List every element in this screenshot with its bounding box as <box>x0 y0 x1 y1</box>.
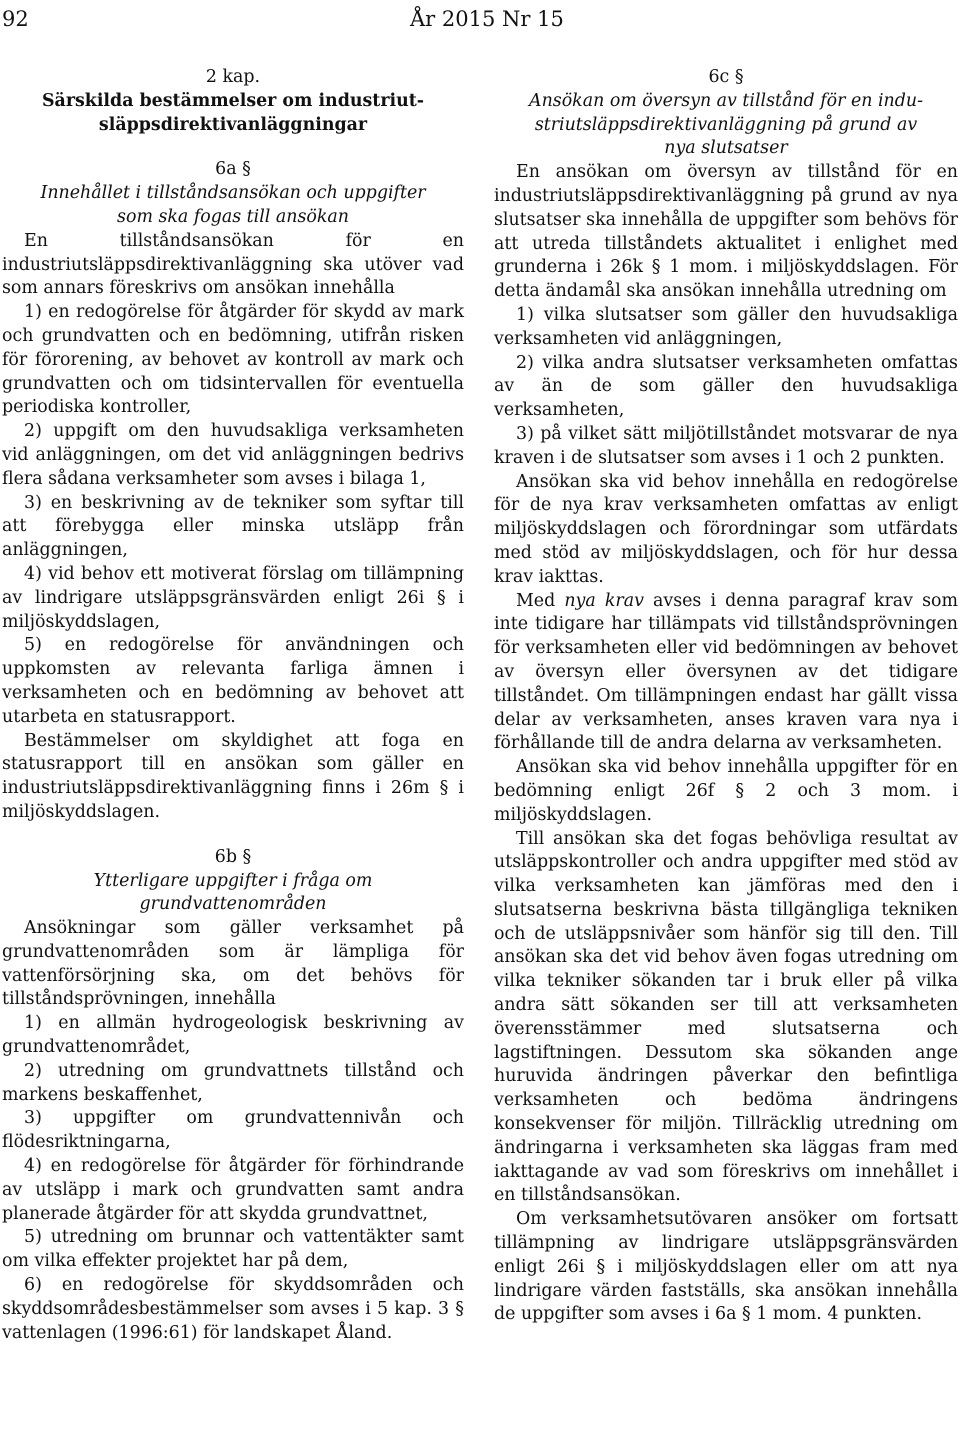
issue-label: År 2015 Nr 15 <box>410 7 564 31</box>
section-6b-title-line-1: Ytterligare uppgifter i fråga om <box>93 870 373 891</box>
section-6a-item-2: 2) uppgift om den huvudsakliga verksamheten vid anläggningen, om det vid anläggningen bedrivs flera sådana verksamheter som avses i bilaga 1, <box>2 421 464 489</box>
section-6a-title-line-1: Innehållet i tillståndsansökan och uppgifter <box>40 183 426 204</box>
section-6a-item-5: 5) en redogörelse för användningen och uppkomsten av relevanta farliga ämnen i verksamheten och en bedömning av behovet att utarbeta en statusrapport. <box>2 635 464 727</box>
right-column <box>494 66 958 1327</box>
chapter-title-line-2: släppsdirektivanläggningar <box>98 114 368 135</box>
section-6b-intro: Ansökningar som gäller verksamhet på grundvattenområden som är lämpliga för vattenförsörjning ska, om det behövs för tillståndsprövningen, innehålla <box>2 918 464 1010</box>
section-6c-item-3: 3) på vilket sätt miljötillståndet motsvarar de nya kraven i de slutsatser som avses i 1 och 2 punkten. <box>494 423 958 468</box>
chapter-label: 2 kap. <box>205 67 261 87</box>
section-6b-item-4: 4) en redogörelse för åtgärder för förhindrande av utsläpp i mark och grundvatten samt andra planerade åtgärder för att skydda grundvattnet, <box>2 1156 464 1224</box>
section-6b-item-6: 6) en redogörelse för skyddsområden och skyddsområdesbestämmelser som avses i 5 kap. 3 § vattenlagen (1996:61) för landskapet Åland. <box>2 1275 464 1343</box>
page-number: 92 <box>2 7 29 31</box>
section-6a-final-paragraph: Bestämmelser om skyldighet att foga en statusrapport till en ansökan som gäller en industriutsläppsdirektivanläggning finns i 26m § i miljöskyddslagen. <box>2 730 464 822</box>
section-6c-intro: En ansökan om översyn av tillstånd för en industriutsläppsdirektivanläggning på grund av nya slutsatser ska innehålla de uppgifter som behövs för att utreda tillståndets aktualitet i enlighet med grunderna i 26k § 1 mom. i miljöskyddslagen. För detta ändamål ska ansökan innehålla utredning om <box>494 162 958 302</box>
section-6c-item-2: 2) vilka andra slutsatser verksamheten omfattas av än de som gäller den huvudsakliga verksamheten, <box>494 352 958 421</box>
section-6b-item-5: 5) utredning om brunnar och vattentäkter samt om vilka effekter projektet har på dem, <box>2 1227 464 1272</box>
section-6a-intro: En tillståndsansökan för en industriutsläppsdirektivanläggning ska utöver vad som annars föreskrivs om ansökan innehålla <box>2 230 464 299</box>
section-6c-paragraph-2: Ansökan ska vid behov innehålla en redogörelse för de nya krav verksamheten omfattas av enligt miljöskyddslagen och förordningar som utfärdats med stöd av miljöskyddslagen, och för hur dessa krav iakttas. <box>494 471 958 587</box>
page-header <box>0 2 960 36</box>
section-6b-item-3: 3) uppgifter om grundvattennivån och flödesriktningarna, <box>2 1108 464 1153</box>
section-6b-item-1: 1) en allmän hydrogeologisk beskrivning av grundvattenområdet, <box>2 1013 464 1058</box>
section-6c-item-1: 1) vilka slutsatser som gäller den huvudsakliga verksamheten vid anläggningen, <box>494 304 958 349</box>
section-6c-paragraph-3 <box>494 590 958 757</box>
chapter-title-line-1: Särskilda bestämmelser om industriut- <box>42 90 424 111</box>
section-6b-label: 6b § <box>214 846 252 867</box>
section-6c-title-line-1: Ansökan om översyn av tillstånd för en indu- <box>529 90 923 111</box>
section-6c-title-line-3: nya slutsatser <box>664 138 788 159</box>
section-6a-label: 6a § <box>215 159 251 180</box>
section-6a-item-3: 3) en beskrivning av de tekniker som syftar till att förebygga eller minska utsläpp från anläggningen, <box>2 492 464 561</box>
section-6a-item-4: 4) vid behov ett motiverat förslag om tillämpning av lindrigare utsläppsgränsvärden enligt 26i § i miljöskyddslagen, <box>2 563 464 632</box>
section-6c-paragraph-5: Till ansökan ska det fogas behövliga resultat av utsläppskontroller och andra uppgifter med stöd av vilka verksamheten kan jämföras med den i slutsatserna beskrivna bästa tillgängliga tekniken och de utsläppsnivåer som hänför sig till den. Till ansökan ska det vid behov även fogas utredning om vilka tekniker sökanden tar i bruk eller på vilka andra sätt sökanden ser till att verksamheten överensstämmer med slutsatserna och lagstiftningen. Dessutom ska sökanden ange huruvida ändringen påverkar den befintliga verksamheten och bedöma ändringens konsekvenser för miljön. Tillräcklig utredning om ändringarna i verksamheten ska läggas fram med iakttagande av vad som föreskrivs om innehållet i en tillståndsansökan. <box>494 828 958 1206</box>
section-6b-item-2: 2) utredning om grundvattnets tillstånd och markens beskaffenhet, <box>2 1060 464 1105</box>
defined-term-nya-krav: nya krav <box>564 590 644 611</box>
left-column <box>2 66 464 1345</box>
section-6c-title-line-2: striutsläppsdirektivanläggning på grund av <box>534 114 918 135</box>
paragraph-3-body: avses i denna paragraf krav som inte tidigare har tillämpats vid tillståndsprövningen för verksamheten eller vid bedömningen av behovet av översyn eller översynen av det tidigare tillståndet. Om tillämpningen endast har gällt vissa delar av verksamheten, anses kraven vara nya i förhållande till de andra delarna av verksamheten. <box>494 590 958 754</box>
section-6c-paragraph-4: Ansökan ska vid behov innehålla uppgifter för en bedömning enligt 26f § 2 och 3 mom. i miljöskyddslagen. <box>494 757 958 825</box>
section-6a-item-1: 1) en redogörelse för åtgärder för skydd av mark och grundvatten och en bedömning, utifrån risken för förorening, av behovet av kontroll av mark och grundvatten och om tidsintervallen för eventuella periodiska kontroller, <box>2 302 464 418</box>
section-6a-title-line-2: som ska fogas till ansökan <box>117 206 349 227</box>
paragraph-3-lead: Med <box>516 590 565 611</box>
section-6b-title-line-2: grundvattenområden <box>139 894 327 915</box>
section-6c-paragraph-6: Om verksamhetsutövaren ansöker om fortsatt tillämpning av lindrigare utsläppsgränsvärden enligt 26i § i miljöskyddslagen eller om att nya lindrigare värden fastställs, ska ansökan innehålla de uppgifter som avses i 6a § 1 mom. 4 punkten. <box>494 1209 958 1325</box>
section-6c-label: 6c § <box>708 67 744 87</box>
